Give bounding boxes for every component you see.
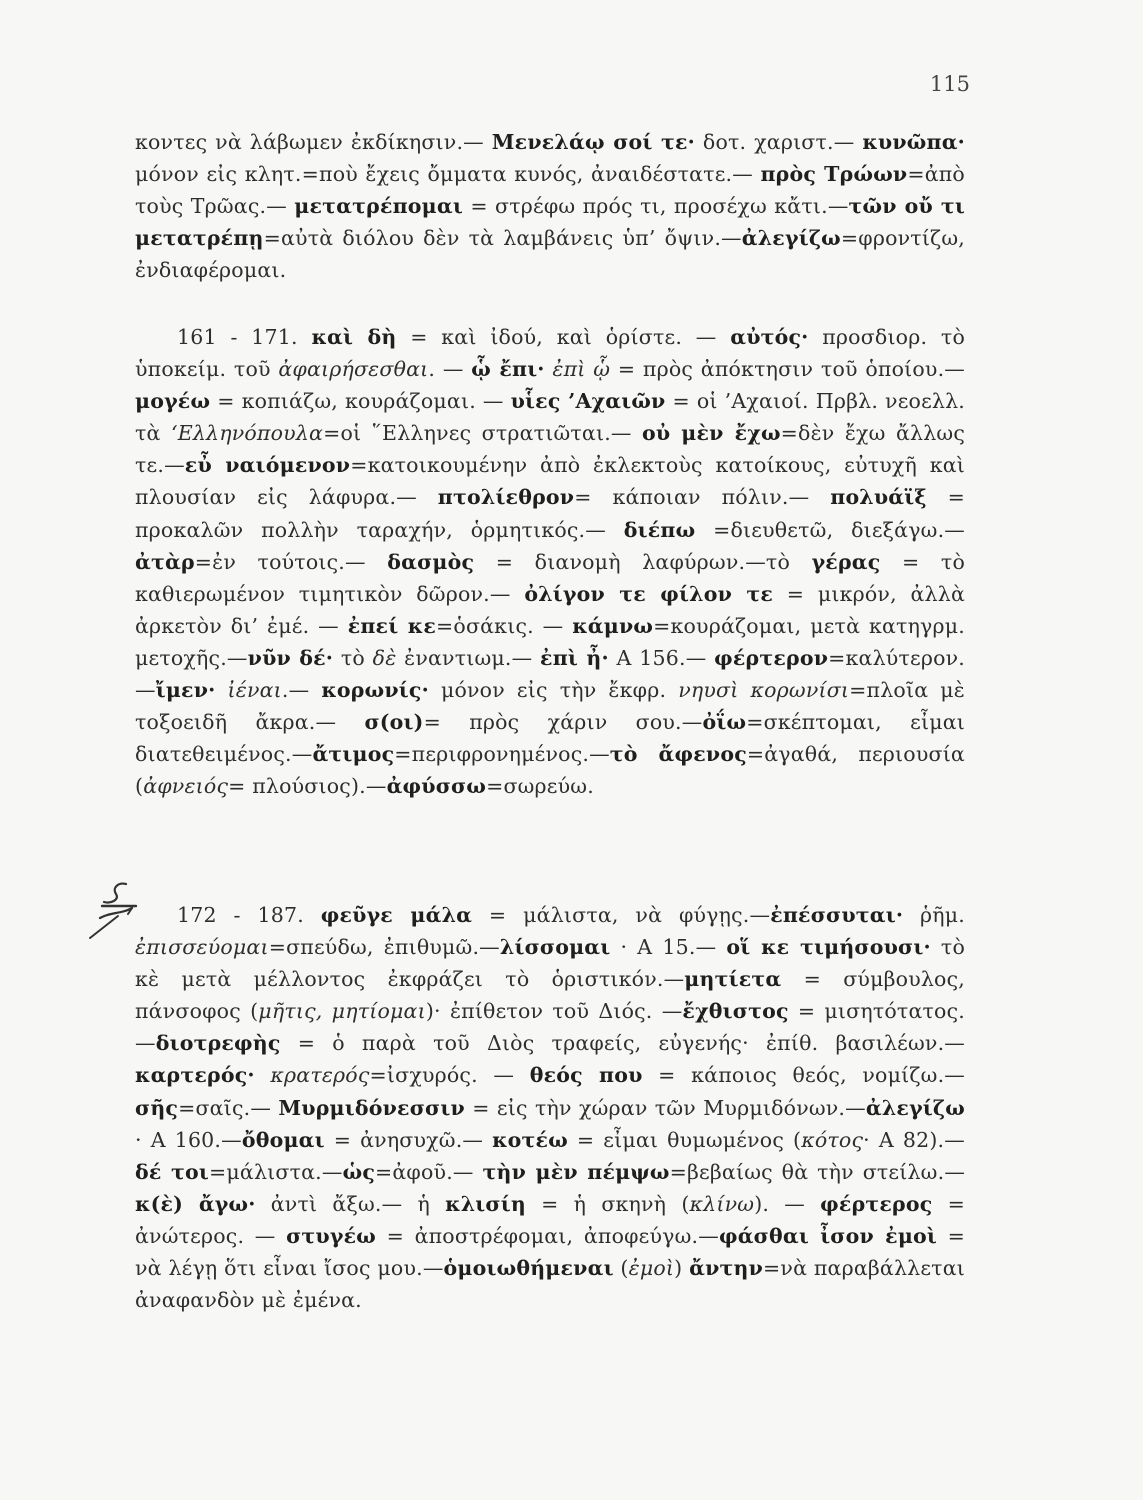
gloss-text: =περιφρονημένος.—: [394, 742, 610, 767]
gloss-text: · Α 82).—: [863, 1127, 965, 1152]
headword: καρτερός·: [135, 1063, 255, 1088]
headword: οἵ κε τιμήσουσι·: [726, 935, 931, 960]
gloss-text: = μικρόν, ἀλλὰ ἀρκετὸν δι’ ἐμέ. —: [135, 581, 965, 638]
headword: ἐπὶ ἦ·: [540, 645, 609, 670]
headword: μογέω: [135, 389, 211, 414]
gloss-text: )· ἐπίθετον τοῦ Διός. —: [425, 999, 683, 1024]
headword: ᾧ ἔπι·: [471, 357, 545, 382]
gloss-text: = πρὸς ἀπόκτησιν τοῦ ὁποίου.—: [610, 357, 965, 382]
gloss-text: =φροντίζω, ἐνδιαφέρομαι.: [135, 226, 965, 283]
gloss-text: = κάποιος θεός, νομίζω.—: [642, 1063, 966, 1088]
headword: στυγέω: [286, 1223, 376, 1248]
gloss-text: =κατοικουμένην ἀπὸ ἐκλεκτοὺς κατοίκους, εὐτυχῆ καὶ πλουσίαν εἰς λάφυρα.—: [135, 453, 965, 510]
gloss-text: τὸ: [333, 645, 373, 670]
headword: θεός που: [529, 1063, 643, 1088]
gloss-text: [215, 678, 227, 702]
headword: ἐπέσσυται·: [770, 903, 904, 927]
headword: διέπω: [623, 517, 696, 542]
gloss-text: =δὲν ἔχω ἄλλως τε.—: [135, 421, 965, 478]
gloss-text: =νὰ παραβάλλεται ἀναφανδὸν μὲ ἐμένα.: [135, 1256, 965, 1313]
gloss-text: = εἶμαι θυμωμένος (: [567, 1127, 802, 1152]
gloss-text: =σαῖς.—: [178, 1095, 279, 1120]
headword: καὶ δὴ: [311, 325, 397, 349]
headword: μετατρέπομαι: [294, 194, 463, 219]
headword: ὀΐω: [702, 710, 747, 735]
italic-term: ἀφνειός: [143, 774, 229, 799]
gloss-text: = εἰς τὴν χώραν τῶν Μυρμιδόνων.—: [464, 1095, 866, 1120]
gloss-text: =σκέπτομαι, εἶμαι διατεθειμένος.—: [135, 710, 965, 767]
gloss-text: = στρέφω πρός τι, προσέχω κἄτι.—: [462, 194, 849, 219]
italic-term: κλίνω: [689, 1191, 755, 1216]
gloss-text: προσδιορ. τὸ ὑποκείμ. τοῦ: [135, 325, 965, 382]
italic-term: ἰέναι: [227, 678, 282, 703]
italic-term: κότος: [801, 1127, 864, 1152]
paragraph-1: [135, 126, 965, 286]
page-number: 115: [929, 72, 970, 96]
gloss-text: =σπεύδω, ἐπιθυμῶ.—: [268, 935, 500, 960]
gloss-text: = σύμβουλος, πάνσοφος (: [135, 967, 966, 1024]
gloss-text: =διευθετῶ, διεξάγω.—: [695, 517, 965, 542]
headword: ἴμεν·: [155, 678, 216, 703]
headword: σῆς: [135, 1095, 179, 1120]
italic-term: δὲ: [372, 645, 397, 670]
gloss-text: ). —: [754, 1191, 821, 1216]
gloss-text: =μάλιστα.—: [209, 1159, 343, 1184]
headword: φάσθαι ἶσον ἐμοὶ: [718, 1223, 938, 1248]
headword: κυνῶπα·: [862, 130, 966, 154]
gloss-text: =ἀπὸ τοὺς Τρῶας.—: [135, 162, 965, 219]
headword: πτολίεθρον: [437, 485, 575, 510]
gloss-text: =ὁσάκις. —: [436, 613, 573, 638]
headword: εὖ ναιόμενον: [184, 453, 351, 478]
headword: ἄντην: [689, 1256, 764, 1281]
gloss-text: = ἡ σκηνὴ (: [525, 1191, 690, 1216]
headword: φεῦγε μάλα: [320, 903, 473, 927]
gloss-text: δοτ. χαριστ.—: [695, 130, 863, 154]
headword: Μενελάῳ σοί τε·: [491, 130, 696, 154]
paragraph-2: [135, 321, 965, 802]
italic-term: νηυσὶ κορωνίσι: [678, 678, 850, 703]
headword: φέρτερον: [714, 645, 829, 670]
headword: τῶν οὔ τι μετατρέπῃ: [135, 194, 965, 251]
italic-term: ἐπὶ ᾧ: [552, 357, 611, 382]
headword: τὴν μὲν πέμψω: [482, 1159, 670, 1184]
gloss-text: = καὶ ἰδού, καὶ ὁρίστε. —: [396, 325, 731, 349]
gloss-text: = μισητότατος.—: [135, 999, 965, 1056]
gloss-text: =ἀφοῦ.—: [375, 1159, 483, 1184]
headword: ὀλίγον τε φίλον τε: [524, 581, 774, 606]
gloss-text: = πρὸς χάριν σου.—: [423, 710, 703, 735]
headword: κάμνω: [572, 613, 654, 638]
gloss-text: 161 - 171.: [177, 325, 312, 349]
headword: λίσσομαι: [499, 935, 611, 960]
headword: κ(ὲ) ἄγω·: [135, 1191, 256, 1216]
gloss-text: 172 - 187.: [177, 903, 321, 927]
gloss-text: . —: [428, 357, 472, 382]
headword: πολυάϊξ: [830, 485, 927, 510]
headword: ἐπεί κε: [347, 613, 437, 638]
headword: πρὸς Τρώων: [760, 162, 908, 187]
gloss-text: = προκαλῶν πολλὴν ταραχήν, ὁρμητικός.—: [135, 485, 966, 542]
gloss-text: ῥῆμ.: [903, 903, 965, 927]
italic-term: μῆτις, μητίομαι: [258, 999, 426, 1024]
gloss-text: =πλοῖα μὲ τοξοειδῆ ἄκρα.—: [135, 678, 965, 735]
gloss-text: = ἀνώτερος. —: [135, 1191, 966, 1248]
gloss-text: μόνον εἰς κλητ.=ποὺ ἔχεις ὄμματα κυνός, ἀναιδέστατε.—: [135, 162, 761, 187]
gloss-text: = μάλιστα, νὰ φύγῃς.—: [472, 903, 771, 927]
gloss-text: =αὐτὰ διόλου δὲν τὰ λαμβάνεις ὑπ’ ὄψιν.—: [263, 226, 742, 251]
gloss-text: = πλούσιος).—: [228, 774, 387, 799]
headword: ἀλεγίζω: [865, 1095, 965, 1120]
headword: δασμὸς: [387, 549, 475, 574]
gloss-text: ἐναντιωμ.—: [396, 645, 541, 670]
gloss-text: · Α 15.—: [610, 935, 727, 960]
paragraph-3: [135, 899, 965, 1316]
gloss-text: κοντες νὰ λάβωμεν ἐκδίκησιν.—: [135, 130, 492, 154]
gloss-text: = διανομὴ λαφύρων.—τὸ: [474, 549, 812, 574]
gloss-text: = οἱ ’Αχαιοί. Πρβλ. νεοελλ. τὰ: [135, 389, 965, 446]
italic-term: ἀφαιρήσεσθαι: [278, 357, 429, 382]
gloss-text: = κάποιαν πόλιν.—: [574, 485, 831, 510]
gloss-text: = τὸ καθιερωμένον τιμητικὸν δῶρον.—: [135, 549, 965, 606]
gloss-text: =ἐν τούτοις.—: [194, 549, 388, 574]
gloss-text: ἀντὶ ἄξω.— ἡ: [255, 1191, 446, 1216]
gloss-text: =σωρεύω.: [486, 774, 594, 799]
headword: ὁμοιωθήμεναι: [443, 1256, 614, 1281]
gloss-text: · Α 160.—: [135, 1127, 242, 1152]
headword: δέ τοι: [135, 1159, 210, 1184]
headword: σ(οι): [364, 710, 424, 735]
headword: ὄθομαι: [241, 1127, 325, 1152]
headword: κορωνίς·: [321, 678, 429, 703]
headword: γέρας: [811, 549, 881, 574]
gloss-text: = κοπιάζω, κουράζομαι. —: [210, 389, 511, 414]
gloss-text: μόνον εἰς τὴν ἔκφρ.: [428, 678, 679, 703]
gloss-text: (: [613, 1256, 629, 1281]
headword: κοτέω: [492, 1127, 568, 1152]
gloss-text: = ἀνησυχῶ.—: [324, 1127, 493, 1152]
headword: Μυρμιδόνεσσιν: [278, 1095, 465, 1120]
headword: υἷες ’Αχαιῶν: [510, 389, 666, 414]
gloss-text: = ἀποστρέφομαι, ἀποφεύγω.—: [375, 1223, 719, 1248]
headword: τὸ ἄφενος: [609, 742, 747, 767]
gloss-text: =οἱ ῞Ελληνες στρατιῶται.—: [323, 421, 642, 446]
gloss-text: =καλύτερον.—: [135, 645, 965, 703]
headword: νῦν δέ·: [247, 645, 334, 670]
italic-term: ἐπισσεύομαι: [135, 935, 269, 960]
gloss-text: =ἀγαθά, περιουσία (: [135, 742, 965, 799]
gloss-text: = νὰ λέγῃ ὅτι εἶναι ἴσος μου.—: [135, 1223, 966, 1281]
gloss-text: =βεβαίως θὰ τὴν στείλω.—: [669, 1159, 966, 1184]
italic-term: κρατερός: [270, 1063, 370, 1088]
headword: οὐ μὲν ἔχω: [642, 421, 781, 446]
headword: αὐτός·: [730, 325, 809, 349]
gloss-text: [255, 1063, 271, 1087]
headword: ἔχθιστος: [682, 999, 789, 1024]
gloss-text: .—: [281, 678, 322, 703]
headword: διοτρεφὴς: [155, 1031, 281, 1056]
gloss-text: =ἰσχυρός. —: [369, 1063, 530, 1088]
headword: ἄτιμος: [312, 742, 395, 767]
gloss-text: Α 156.—: [608, 645, 715, 670]
italic-term: ‘Ελληνόπουλα: [170, 421, 324, 446]
italic-term: ἐμοὶ: [628, 1256, 675, 1281]
headword: κλισίη: [445, 1191, 526, 1216]
headword: ἀφύσσω: [386, 774, 487, 799]
gloss-text: =κουράζομαι, μετὰ κατηγρμ. μετοχῆς.—: [135, 613, 965, 670]
headword: ὡς: [342, 1159, 376, 1184]
headword: μητίετα: [684, 967, 782, 992]
headword: ἀτὰρ: [135, 549, 195, 574]
headword: φέρτερος: [820, 1191, 933, 1216]
gloss-text: = ὁ παρὰ τοῦ Διὸς τραφείς, εὐγενής· ἐπίθ. βασιλέων.—: [280, 1031, 965, 1056]
gloss-text: ): [674, 1256, 690, 1281]
gloss-text: τὸ κὲ μετὰ μέλλοντος ἐκφράζει τὸ ὁριστικόν.—: [135, 935, 965, 992]
headword: ἀλεγίζω: [741, 226, 841, 251]
